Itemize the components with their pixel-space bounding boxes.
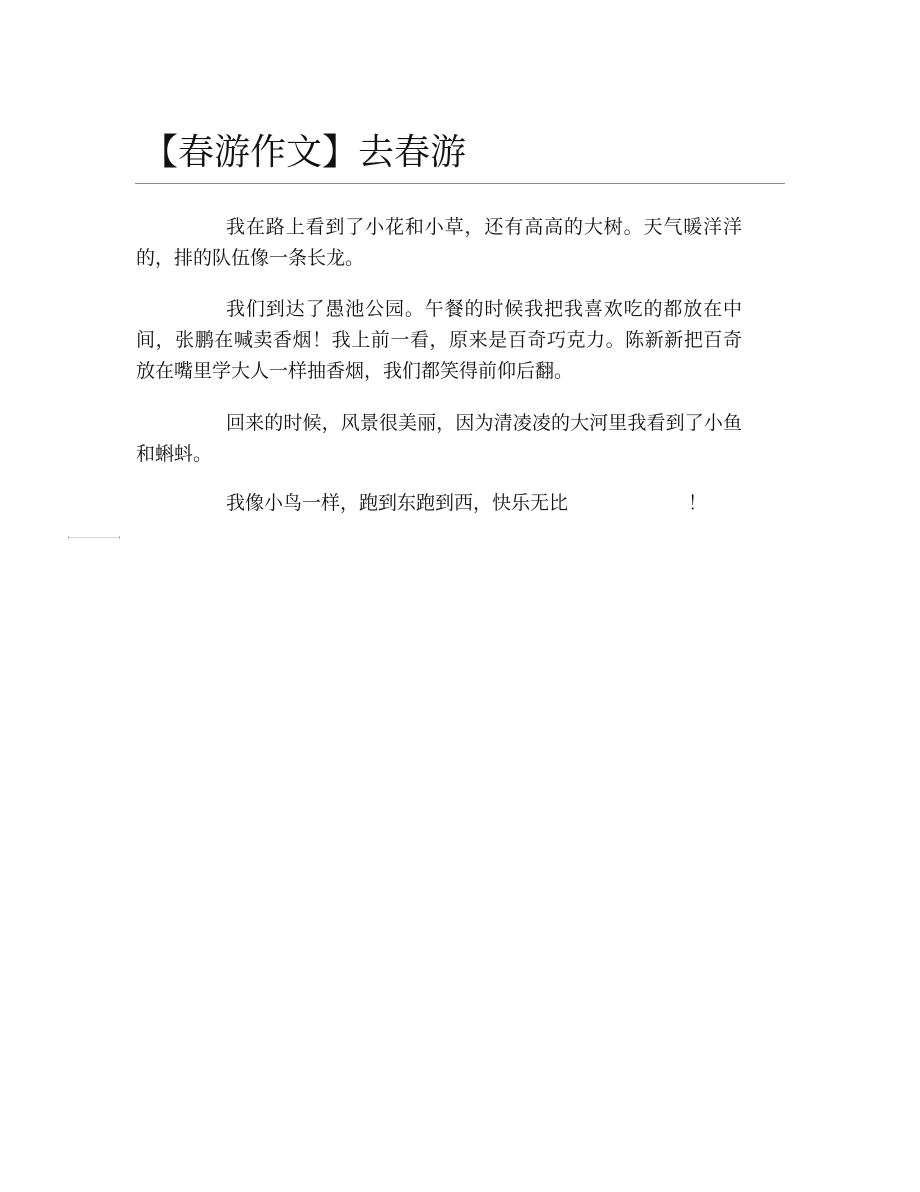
paragraph-4	[136, 488, 708, 519]
paragraph-2: 我们到达了愚池公园。午餐的时候我把我喜欢吃的都放在中间，张鹏在喊卖香烟！我上前一看，原来是百奇巧克力。陈新新把百奇放在嘴里学大人一样抽香烟，我们都笑得前仰后翻。	[136, 298, 742, 382]
footer-mark	[68, 537, 120, 538]
paragraph-1: 我在路上看到了小花和小草，还有高高的大树。天气暖洋洋的，排的队伍像一条长龙。	[136, 216, 742, 269]
paragraph-4-punctuation: ！	[688, 492, 708, 514]
page-title: 【春游作文】去春游	[142, 132, 467, 173]
paragraph-3: 回来的时候，风景很美丽，因为清凌凌的大河里我看到了小鱼和蝌蚪。	[136, 412, 742, 465]
title-divider	[135, 183, 785, 184]
paragraph-4-text: 我像小鸟一样，跑到东跑到西，快乐无比	[226, 492, 569, 514]
